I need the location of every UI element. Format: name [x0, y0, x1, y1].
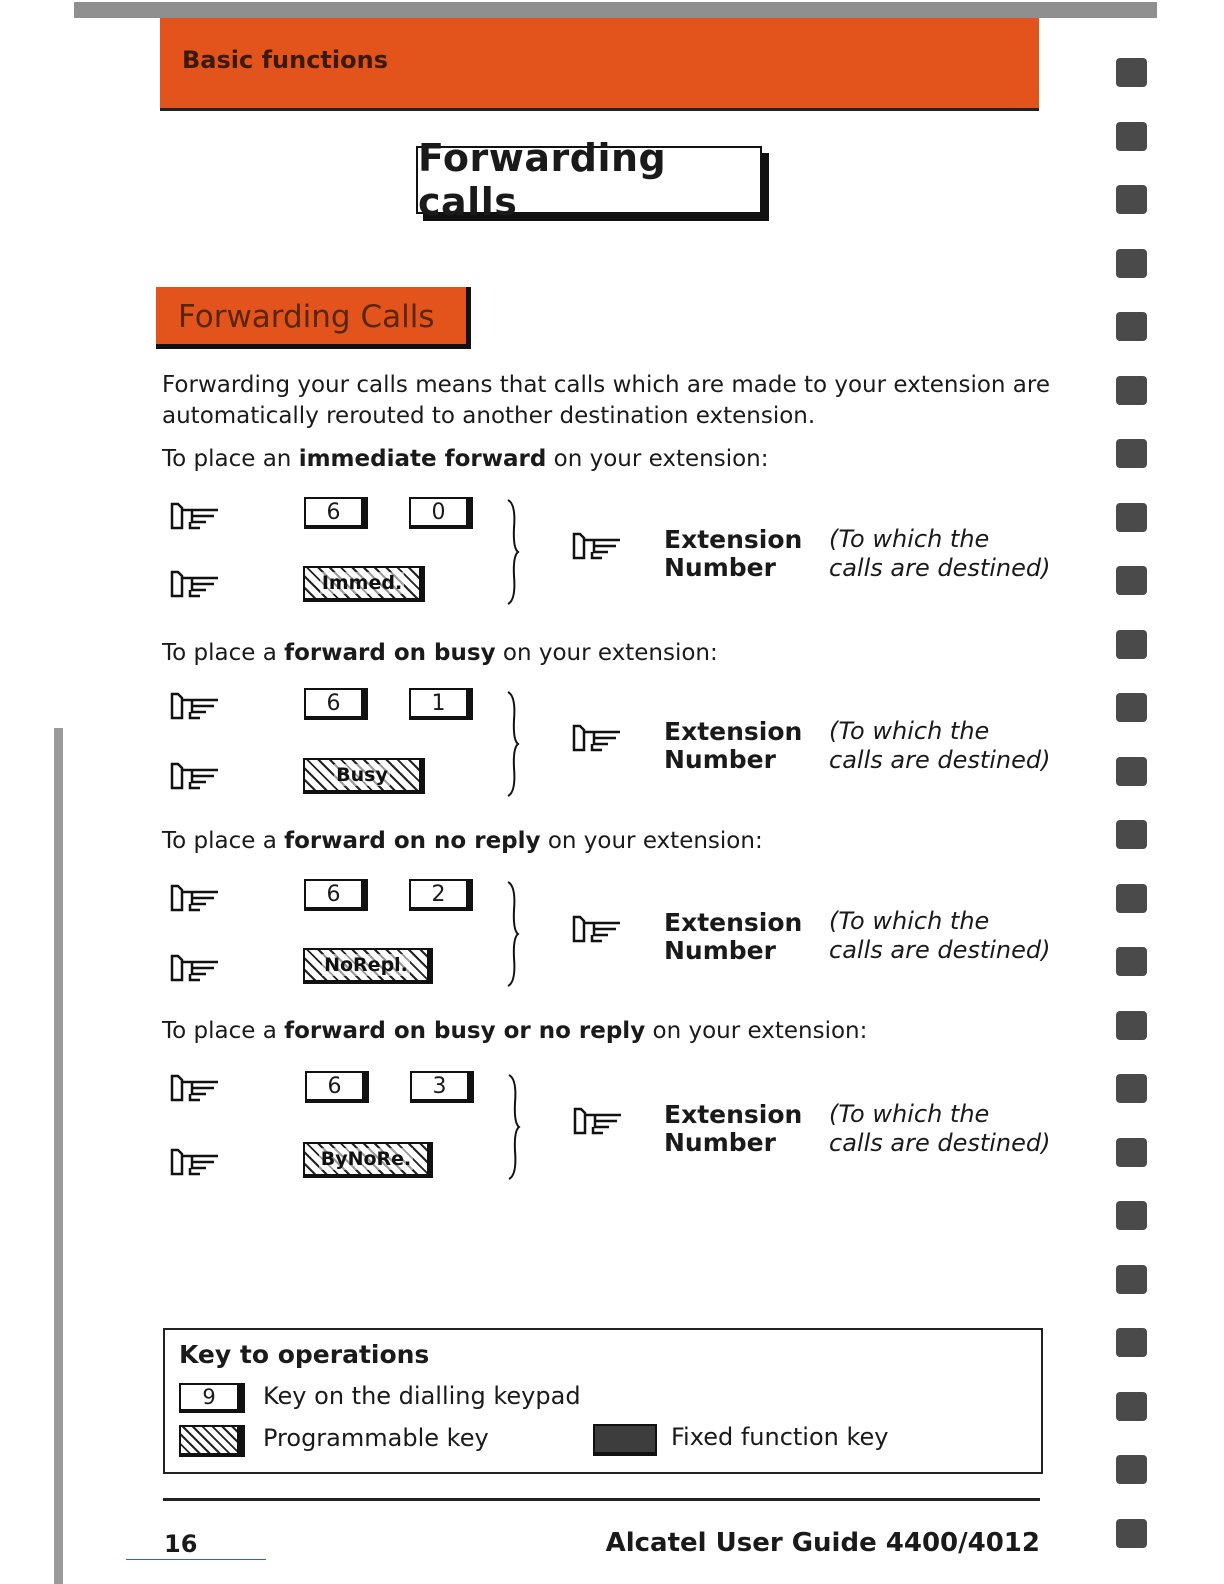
programmable-key	[303, 758, 425, 794]
programmable-key	[303, 566, 425, 602]
legend-fixed-desc: Fixed function key	[671, 1423, 889, 1451]
thumb-index-mark	[1116, 122, 1147, 151]
thumb-index-mark	[1116, 1328, 1147, 1357]
keypad-key: 6	[304, 497, 368, 529]
legend-programmable-desc: Programmable key	[263, 1424, 489, 1452]
extension-number-label: Extension Number	[664, 908, 803, 965]
thumb-index-mark	[1116, 630, 1147, 659]
page-title-box	[416, 136, 762, 224]
keypad-key: 0	[409, 497, 473, 529]
thumb-index-mark	[1116, 376, 1147, 405]
legend-programmable-key	[179, 1425, 245, 1457]
destination-note: (To which the calls are destined)	[829, 525, 1051, 582]
press-hand-icon	[170, 760, 222, 792]
chapter-header	[160, 18, 1039, 111]
press-hand-icon	[170, 1072, 222, 1104]
extension-number-label: Extension Number	[664, 525, 803, 582]
thumb-index-mark	[1116, 503, 1147, 532]
brace-icon	[506, 498, 520, 606]
brace-icon	[506, 690, 520, 798]
programmable-key	[303, 1142, 433, 1178]
instruction-line: To place a forward on no reply on your extension:	[162, 828, 763, 854]
programmable-key-label: Busy	[336, 764, 388, 786]
extension-number-label: Extension Number	[664, 717, 803, 774]
thumb-index-mark	[1116, 1074, 1147, 1103]
thumb-index-mark	[1116, 249, 1147, 278]
destination-note: (To which the calls are destined)	[829, 717, 1051, 774]
keypad-key: 2	[409, 879, 473, 911]
thumb-index-mark	[1116, 1519, 1147, 1548]
press-hand-icon	[170, 882, 222, 914]
extension-number-label: Extension Number	[664, 1100, 803, 1157]
press-hand-icon	[572, 530, 624, 562]
intro-paragraph: Forwarding your calls means that calls which are made to your extension are automatically rerouted to another destination extension.	[162, 372, 1051, 429]
thumb-index-mark	[1116, 439, 1147, 468]
top-edge-bar	[74, 2, 1157, 18]
thumb-index-mark	[1116, 947, 1147, 976]
key-title: Key to operations	[179, 1340, 430, 1369]
thumb-index-mark	[1116, 566, 1147, 595]
programmable-key-label: Immed.	[321, 572, 403, 594]
keypad-key: 1	[409, 688, 473, 720]
destination-note: (To which the calls are destined)	[829, 1100, 1051, 1157]
thumb-index-mark	[1116, 1455, 1147, 1484]
thumb-index-mark	[1116, 757, 1147, 786]
thumb-index-mark	[1116, 1138, 1147, 1167]
keypad-key: 3	[410, 1071, 474, 1103]
page-number-underline	[126, 1559, 266, 1560]
thumb-index-mark	[1116, 884, 1147, 913]
press-hand-icon	[170, 568, 222, 600]
programmable-key-label: NoRepl.	[324, 954, 408, 976]
thumb-index-mark	[1116, 58, 1147, 87]
press-hand-icon	[170, 1146, 222, 1178]
section-tab-label: Forwarding Calls	[178, 299, 435, 335]
thumb-index-mark	[1116, 312, 1147, 341]
legend-keypad-desc: Key on the dialling keypad	[263, 1382, 581, 1410]
keypad-key: 6	[304, 688, 368, 720]
thumb-index-mark	[1116, 1201, 1147, 1230]
press-hand-icon	[170, 690, 222, 722]
section-tab	[156, 287, 471, 349]
destination-note: (To which the calls are destined)	[829, 907, 1051, 964]
page-title: Forwarding calls	[418, 136, 667, 224]
keypad-key: 6	[305, 1071, 369, 1103]
footer-rule	[163, 1498, 1040, 1501]
thumb-index-mark	[1116, 693, 1147, 722]
instruction-line: To place a forward on busy or no reply on your extension:	[162, 1018, 868, 1044]
keypad-key: 6	[304, 879, 368, 911]
brace-icon	[506, 880, 520, 988]
key-to-operations	[163, 1328, 1043, 1474]
brace-icon	[507, 1073, 521, 1181]
legend-fixed-key	[593, 1424, 657, 1456]
thumb-index-mark	[1116, 820, 1147, 849]
thumb-index-mark	[1116, 1011, 1147, 1040]
press-hand-icon	[572, 722, 624, 754]
legend-keypad-key: 9	[179, 1383, 245, 1413]
press-hand-icon	[572, 913, 624, 945]
programmable-key-label: ByNoRe.	[320, 1148, 412, 1170]
programmable-key	[303, 948, 433, 984]
guide-title: Alcatel User Guide 4400/4012	[605, 1528, 1040, 1558]
press-hand-icon	[170, 500, 222, 532]
binding-edge	[54, 728, 63, 1584]
instruction-line: To place an immediate forward on your extension:	[162, 446, 769, 472]
page-number: 16	[164, 1530, 198, 1558]
thumb-index-mark	[1116, 1265, 1147, 1294]
press-hand-icon	[170, 952, 222, 984]
thumb-index-mark	[1116, 185, 1147, 214]
thumb-index-mark	[1116, 1392, 1147, 1421]
chapter-title: Basic functions	[182, 46, 388, 74]
press-hand-icon	[573, 1105, 625, 1137]
instruction-line: To place a forward on busy on your extension:	[162, 640, 718, 666]
